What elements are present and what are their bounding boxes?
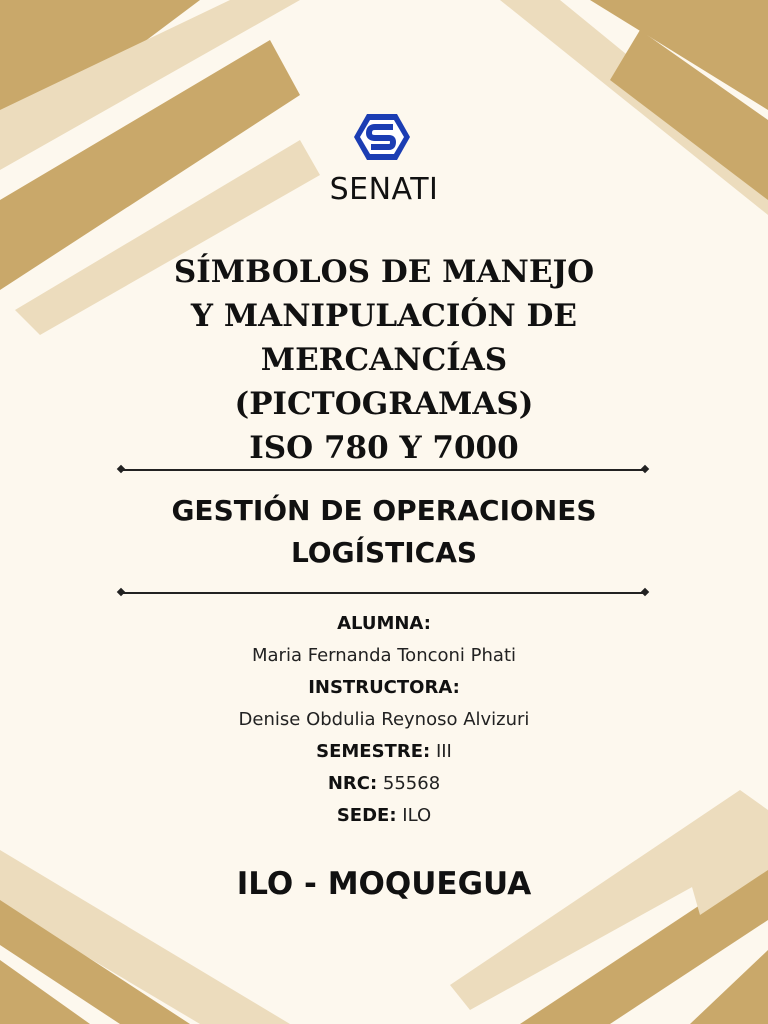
senati-logo-icon: [352, 112, 412, 162]
document-title: [84, 250, 684, 470]
title-line: MERCANCÍAS: [260, 342, 508, 378]
nrc-label: NRC:: [327, 773, 378, 794]
title-line: SÍMBOLOS DE MANEJO: [173, 254, 595, 290]
info-block: [84, 608, 684, 832]
instructor-label: INSTRUCTORA:: [308, 677, 460, 698]
course-line: LOGÍSTICAS: [290, 536, 478, 569]
location-footer: ILO - MOQUEGUA: [236, 866, 532, 902]
title-line: ISO 780 Y 7000: [249, 430, 519, 466]
instructor-name: Denise Obdulia Reynoso Alvizuri: [238, 709, 530, 730]
title-line: Y MANIPULACIÓN DE: [190, 298, 578, 334]
course-name: [84, 490, 684, 574]
campus-label: SEDE:: [336, 805, 397, 826]
student-label: ALUMNA:: [337, 613, 431, 634]
student-name: Maria Fernanda Tonconi Phati: [251, 645, 516, 666]
campus-value: ILO: [402, 805, 432, 826]
nrc-value: 55568: [382, 773, 441, 794]
course-line: GESTIÓN DE OPERACIONES: [171, 494, 597, 527]
semester-label: SEMESTRE:: [316, 741, 431, 762]
divider-bottom: [118, 588, 648, 598]
title-line: (PICTOGRAMAS): [234, 386, 534, 422]
brand-name: SENATI: [329, 172, 439, 207]
semester-value: III: [435, 741, 452, 762]
divider-top: [118, 465, 648, 475]
